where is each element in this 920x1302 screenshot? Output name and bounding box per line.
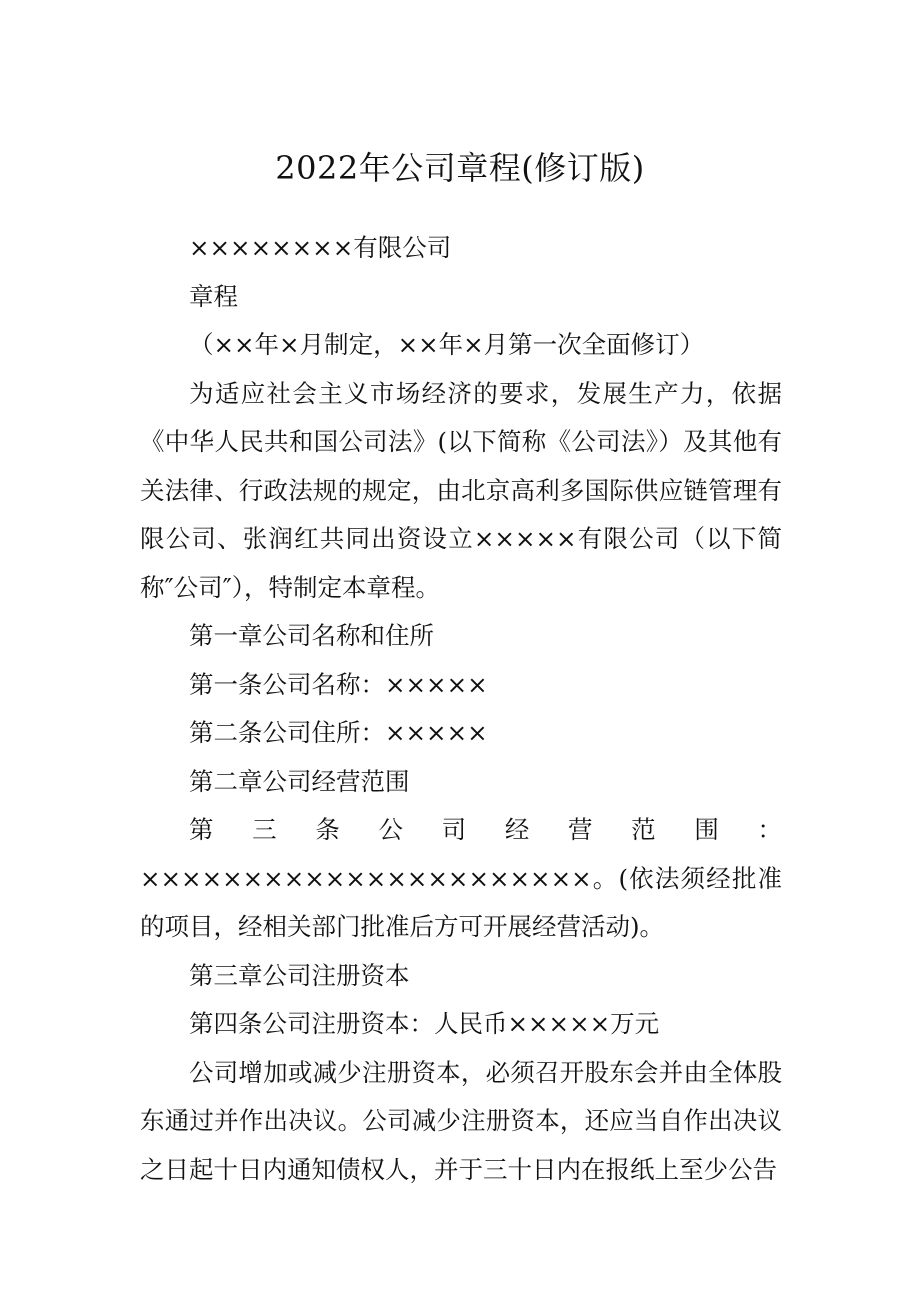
charter-label: 章程 [189,281,238,311]
article-2: 第二条公司住所：××××× [189,718,488,747]
document-body [140,224,782,1194]
article-4: 第四条公司注册资本：人民币×××××万元 [189,1009,660,1038]
document-title: 2022年公司章程(修订版) [275,149,645,187]
capital-change-paragraph: 公司增加或减少注册资本，必须召开股东会并由全体股东通过并作出决议。公司减少注册资本，还应当自作出决议之日起十日内通知债权人，并于三十日内在报纸上至少公告 [140,1057,782,1184]
chapter-2-heading: 第二章公司经营范围 [189,766,410,796]
chapter-1-heading: 第一章公司名称和住所 [189,621,434,650]
company-name-line: ××××××××有限公司 [189,233,452,262]
article-1: 第一条公司名称：××××× [189,669,488,699]
preamble-paragraph: 为适应社会主义市场经济的要求，发展生产力，依据《中华人民共和国公司法》(以下简称《公司法》）及其他有关法律、行政法规的规定，由北京高利多国际供应链管理有限公司、张润红共同出资设立×××××有限公司（以下简称″公司″），特制定本章程。 [140,378,782,602]
article-3-heading: 第三条公司经营范围： [189,815,782,844]
article-3-body: ××××××××××××××××××××××。(依法须经批准的项目，经相关部门批准后方可开展经营活动)。 [140,863,782,941]
revision-note: （××年×月制定，××年×月第一次全面修订） [189,330,705,359]
chapter-3-heading: 第三章公司注册资本 [189,960,410,990]
